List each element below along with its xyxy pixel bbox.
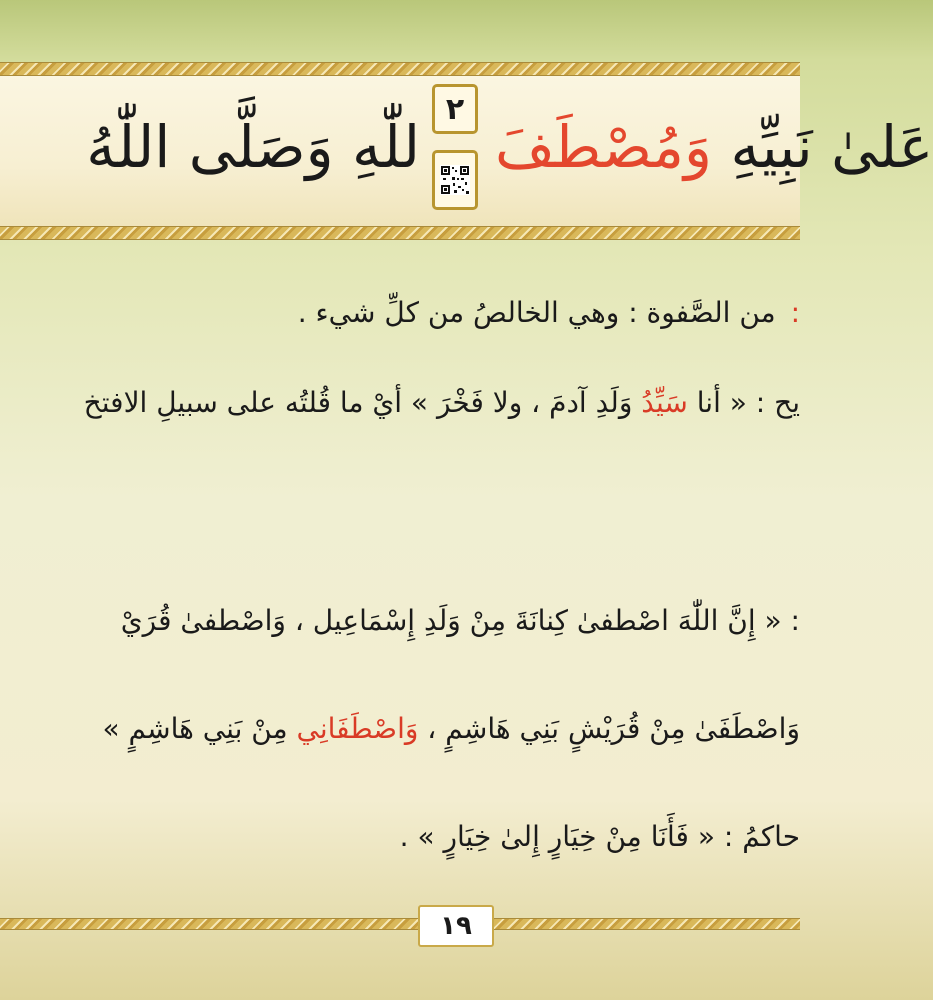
header-left-text: للّٰهِ وَصَلَّى اللّٰهُ [86, 113, 420, 181]
line-1-text: من الصَّفوة : وهي الخالصُ من كلِّ شيء . [297, 296, 776, 329]
line-5-text: حاكمُ : « فَأَنَا مِنْ خِيَارٍ إِلىٰ خِيَارٍ » . [399, 820, 800, 853]
line-2-pre: يح : « أنا [687, 386, 800, 419]
text-line-4 [102, 712, 800, 746]
text-line-5 [400, 820, 800, 854]
footer-border [0, 918, 800, 930]
page-number: ١٩ [418, 905, 494, 947]
qr-code-icon[interactable] [432, 150, 478, 210]
text-line-1 [298, 296, 800, 330]
header-right-plain: عَلىٰ نَبِيِّهِ [730, 113, 933, 181]
line-4-pre: وَاصْطَفَىٰ مِنْ قُرَيْشٍ بَنِي هَاشِمٍ ، [418, 712, 800, 745]
line-2-post: وَلَدِ آدمَ ، ولا فَخْرَ » أيْ ما قُلتُه على سبيلِ الافتخ [83, 386, 642, 419]
line-4-post: مِنْ بَنِي هَاشِمٍ » [102, 712, 297, 745]
line-1-marker: : [790, 296, 800, 329]
hadith-number-badge: ٢ [432, 84, 478, 134]
text-line-2 [84, 386, 800, 420]
header-right-red: وَمُصْطَفَ [495, 113, 712, 181]
line-4-red: وَاصْطَفَانِي [296, 712, 419, 745]
line-3-text: : « إِنَّ اللّٰهَ اصْطفىٰ كِنانَةَ مِنْ وَلَدِ إِسْمَاعِيل ، وَاصْطفىٰ قُرَيْ [120, 604, 800, 637]
header-border-top [0, 62, 800, 76]
text-line-3 [121, 604, 800, 638]
header-right-text [495, 113, 933, 181]
line-2-red: سَيِّدُ [641, 386, 688, 419]
header-border-bottom [0, 226, 800, 240]
